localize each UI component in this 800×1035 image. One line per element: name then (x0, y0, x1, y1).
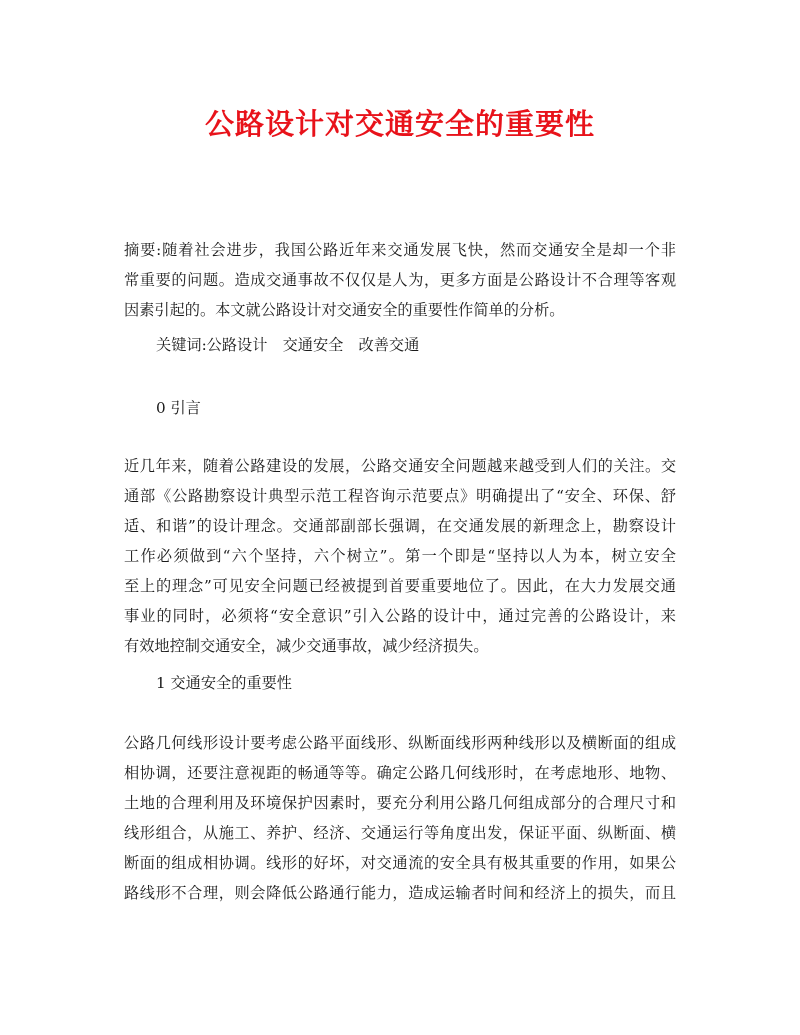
abstract-line: 因素引起的。本文就公路设计对交通安全的重要性作简单的分析。 (124, 301, 565, 319)
intro-line: 工作必须做到“六个坚持，六个树立”。第一个即是“坚持以人为本，树立安全 (124, 547, 676, 565)
heading-introduction: 0 引言 (156, 399, 201, 417)
section1-line: 土地的合理利用及环境保护因素时，要充分利用公路几何组成部分的合理尺寸和 (124, 794, 676, 812)
abstract-line: 常重要的问题。造成交通事故不仅仅是人为，更多方面是公路设计不合理等客观 (124, 271, 676, 289)
section1-line: 线形组合，从施工、养护、经济、交通运行等角度出发，保证平面、纵断面、横 (124, 824, 676, 842)
intro-line: 至上的理念”可见安全问题已经被提到首要重要地位了。因此，在大力发展交通 (124, 577, 676, 595)
intro-line: 适、和谐”的设计理念。交通部副部长强调，在交通发展的新理念上，勘察设计 (124, 517, 676, 535)
section1-line: 断面的组成相协调。线形的好坏，对交通流的安全具有极其重要的作用，如果公 (124, 854, 676, 872)
keywords-line: 关键词:公路设计 交通安全 改善交通 (156, 336, 420, 354)
intro-line: 有效地控制交通安全，减少交通事故，减少经济损失。 (124, 637, 489, 655)
section1-paragraph (124, 728, 676, 908)
intro-line: 通部《公路勘察设计典型示范工程咨询示范要点》明确提出了“安全、环保、舒 (124, 487, 676, 505)
intro-line: 事业的同时，必须将“安全意识”引入公路的设计中，通过完善的公路设计，来 (124, 607, 676, 625)
section1-line: 相协调，还要注意视距的畅通等等。确定公路几何线形时，在考虑地形、地物、 (124, 764, 676, 782)
document-title: 公路设计对交通安全的重要性 (204, 107, 595, 141)
heading-section-1: 1 交通安全的重要性 (156, 674, 292, 692)
intro-line: 近几年来，随着公路建设的发展，公路交通安全问题越来越受到人们的关注。交 (124, 457, 676, 475)
abstract-line: 摘要:随着社会进步，我国公路近年来交通发展飞快，然而交通安全是却一个非 (124, 241, 676, 259)
section1-line: 路线形不合理，则会降低公路通行能力，造成运输者时间和经济上的损失，而且 (124, 884, 676, 902)
abstract-paragraph (124, 235, 676, 325)
introduction-paragraph (124, 451, 676, 661)
section1-line: 公路几何线形设计要考虑公路平面线形、纵断面线形两种线形以及横断面的组成 (124, 734, 676, 752)
